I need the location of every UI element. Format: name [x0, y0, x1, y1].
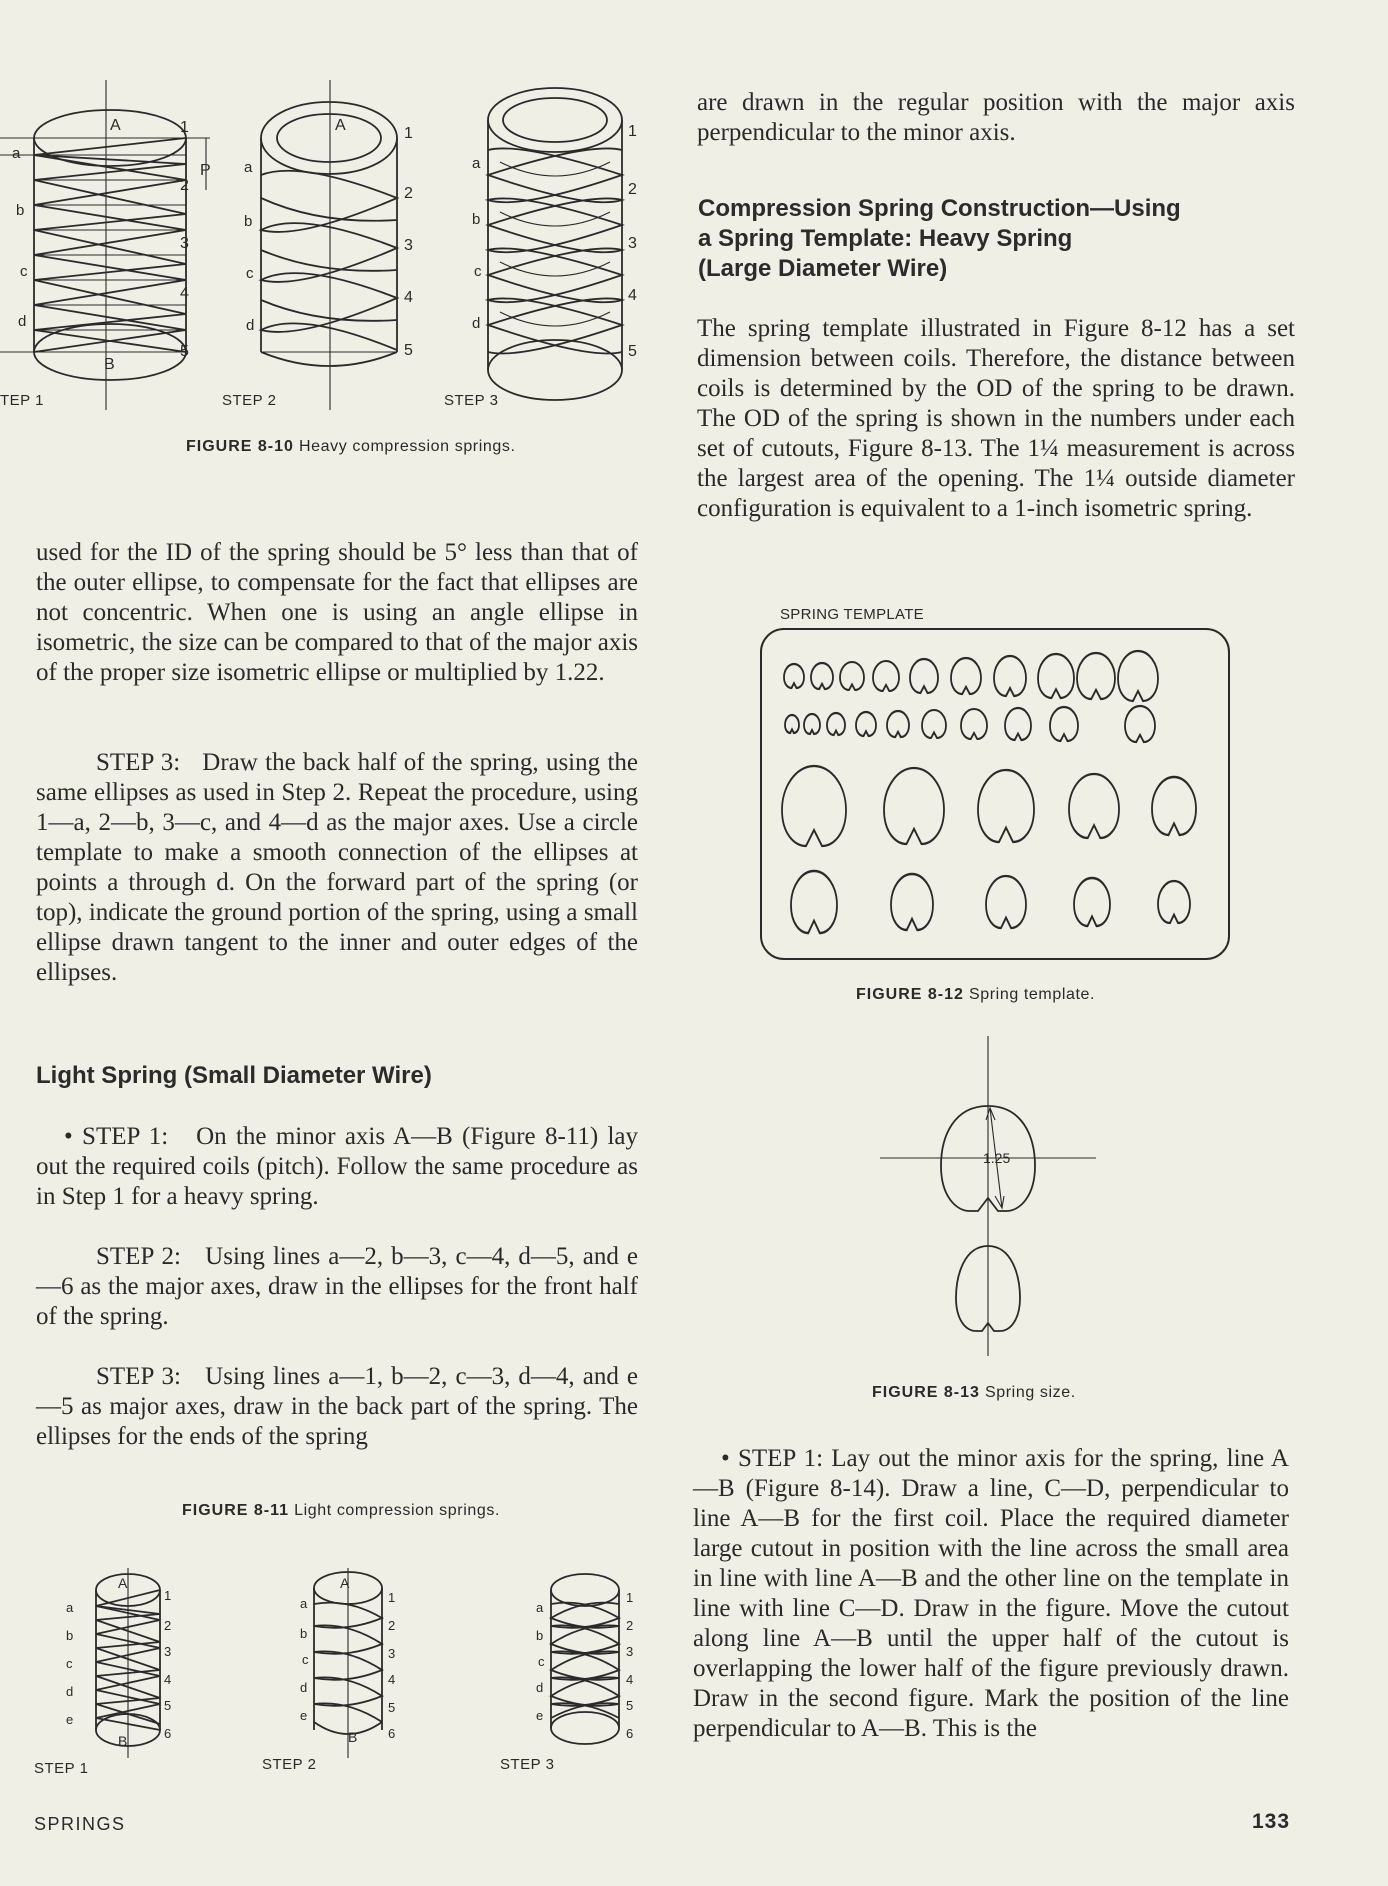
step-text: Using lines a—1, b—2, c—3, d—4, and e—5 as major axes, draw in the back part of the spring. The ellipses for the ends of the spring: [36, 1363, 638, 1450]
svg-text:d: d: [536, 1680, 544, 1695]
page-number: 133: [1252, 1810, 1291, 1833]
template-cutout: [922, 710, 946, 738]
svg-text:3: 3: [164, 1644, 172, 1659]
figure-8-10-caption: [186, 436, 516, 457]
figure-number: FIGURE 8-13: [872, 1384, 980, 1401]
template-cutout: [1077, 653, 1115, 699]
svg-text:5: 5: [628, 343, 637, 360]
light-step2-para: [36, 1242, 638, 1332]
svg-text:5: 5: [180, 343, 189, 360]
svg-text:1: 1: [388, 1590, 396, 1605]
template-cutout: [785, 715, 799, 733]
step-lead: STEP 3:: [96, 1363, 181, 1390]
svg-text:e: e: [300, 1708, 308, 1723]
svg-text:b: b: [536, 1628, 544, 1643]
step-text: On the minor axis A—B (Figure 8-11) lay out the required coils (pitch). Follow the same procedure as in Step 1 for a heavy spring.: [36, 1123, 639, 1210]
svg-text:4: 4: [626, 1672, 634, 1687]
template-cutout: [891, 874, 933, 930]
svg-text:e: e: [536, 1708, 544, 1723]
svg-text:1: 1: [628, 123, 637, 140]
template-cutout: [1125, 706, 1155, 742]
svg-text:a: a: [244, 159, 253, 176]
template-cutout: [784, 664, 804, 688]
spring-size-dimension: 1.25: [983, 1150, 1011, 1166]
template-cutout: [1050, 707, 1078, 741]
svg-text:B: B: [348, 1729, 358, 1745]
step-lead: STEP 3:: [96, 749, 181, 776]
svg-text:3: 3: [180, 235, 189, 252]
heavy-spring-step1: [0, 80, 211, 410]
template-cutout: [1069, 774, 1119, 838]
svg-text:c: c: [20, 263, 28, 280]
svg-text:b: b: [244, 213, 253, 230]
figure-number: FIGURE 8-11: [182, 1502, 290, 1519]
svg-text:2: 2: [388, 1618, 396, 1633]
svg-text:6: 6: [164, 1726, 172, 1741]
svg-text:4: 4: [180, 285, 189, 302]
figure-caption-text: Light compression springs.: [294, 1502, 500, 1519]
svg-text:5: 5: [388, 1700, 396, 1715]
template-cutout: [840, 662, 864, 690]
figure-caption-text: Heavy compression springs.: [298, 438, 516, 455]
svg-text:b: b: [66, 1628, 74, 1643]
template-cutout: [1158, 881, 1190, 923]
svg-text:A: A: [340, 1575, 350, 1591]
svg-text:d: d: [18, 313, 27, 330]
light-spring-heading: Light Spring (Small Diameter Wire): [36, 1062, 432, 1089]
svg-text:4: 4: [404, 289, 413, 306]
figure-8-13-caption: [872, 1382, 1232, 1403]
svg-text:6: 6: [626, 1726, 634, 1741]
svg-text:c: c: [538, 1654, 545, 1669]
template-cutout: [910, 659, 938, 693]
left-para-id-ellipse: used for the ID of the spring should be 5° less than that of the outer ellipse, to compensate for the fact that ellipses are not concentric. When one is using an angle ellipse in isometric, the size can be compared to that of the major axis of the proper size isometric ellipse or multiplied by 1.22.: [36, 539, 638, 686]
svg-text:2: 2: [164, 1618, 172, 1633]
figure-number: FIGURE 8-12: [856, 986, 964, 1003]
svg-text:3: 3: [404, 237, 413, 254]
svg-text:c: c: [66, 1656, 73, 1671]
svg-text:2: 2: [404, 185, 413, 202]
svg-text:b: b: [472, 211, 481, 228]
template-cutout: [827, 713, 845, 735]
svg-text:5: 5: [404, 342, 413, 359]
svg-text:d: d: [66, 1684, 74, 1699]
svg-text:a: a: [300, 1596, 308, 1611]
svg-text:a: a: [12, 145, 21, 162]
svg-text:2: 2: [628, 181, 637, 198]
right-step1-para: • STEP 1: Lay out the minor axis for the spring, line A—B (Figure 8-14). Draw a line, C—D, perpendicular to line A—B for the first coil. Place the required diameter large cutout in position with the line across the small area in line with line A—B and the other line on the template in line with line C—D. Draw in the figure. Move the cutout along line A—B until the upper half of the cutout is overlapping the lower half of the figure previously drawn. Draw in the second figure. Mark the position of the line perpendicular to A—B. This is the: [693, 1445, 1289, 1742]
spring-template-cutouts: [770, 636, 1220, 952]
svg-text:c: c: [302, 1652, 309, 1667]
template-cutout: [1005, 708, 1031, 740]
light-step1-para: [36, 1122, 638, 1212]
template-cutout: [782, 766, 846, 846]
svg-text:B: B: [118, 1733, 128, 1749]
spring-template-title: SPRING TEMPLATE: [780, 606, 924, 623]
svg-text:A: A: [335, 117, 346, 134]
svg-text:3: 3: [626, 1644, 634, 1659]
figure-8-12-caption: [856, 984, 1216, 1005]
fig-8-11-step1-label: STEP 1: [34, 1760, 89, 1777]
step-text: Draw the back half of the spring, using the same ellipses as used in Step 2. Repeat the procedure, using 1—a, 2—b, 3—c, and 4—d as the major axes. Use a circle template to make a smooth connection of the ellipses at points a through d. On the forward part of the spring (or top), indicate the ground portion of the spring, using a small ellipse drawn tangent to the inner and outer edges of the ellipses.: [36, 749, 639, 986]
template-cutout: [887, 711, 909, 737]
template-para: The spring template illustrated in Figure 8-12 has a set dimension between coils. Therefore, the distance between coils is determined by the OD of the spring to be drawn. The OD of the spring is shown in the numbers under each set of cutouts, Figure 8-13. The 1¼ measurement is across the largest area of the opening. The 1¼ outside diameter configuration is equivalent to a 1-inch isometric spring.: [697, 315, 1295, 522]
light-step3-para: [36, 1362, 638, 1452]
right-intro-para: are drawn in the regular position with the major axis perpendicular to the minor axis.: [697, 89, 1295, 146]
svg-text:B: B: [104, 356, 115, 373]
figure-8-11-caption: [182, 1500, 512, 1521]
heavy-spring-step3: [472, 88, 637, 400]
fig-8-11-step2-label: STEP 2: [262, 1756, 317, 1773]
figure-caption-text: Spring template.: [968, 986, 1096, 1003]
template-cutout: [856, 712, 876, 736]
svg-text:A: A: [118, 1575, 128, 1591]
template-cutout: [873, 661, 899, 691]
svg-text:4: 4: [628, 287, 637, 304]
template-cutout: [884, 768, 944, 844]
figure-8-13-drawing: [870, 1036, 1110, 1362]
svg-text:1: 1: [626, 1590, 634, 1605]
svg-text:b: b: [300, 1626, 308, 1641]
svg-text:3: 3: [628, 235, 637, 252]
svg-text:4: 4: [164, 1672, 172, 1687]
svg-text:a: a: [66, 1600, 74, 1615]
template-cutout: [791, 871, 837, 933]
svg-text:5: 5: [164, 1698, 172, 1713]
light-spring-step1: [66, 1568, 171, 1758]
fig-8-10-step1-label: TEP 1: [0, 392, 44, 409]
template-cutout: [1038, 654, 1074, 698]
svg-text:e: e: [66, 1712, 74, 1727]
fig-8-10-step2-label: STEP 2: [222, 392, 277, 409]
template-cutout: [994, 656, 1026, 696]
svg-text:d: d: [300, 1680, 308, 1695]
svg-text:5: 5: [626, 1698, 634, 1713]
light-spring-step2: [300, 1568, 395, 1758]
svg-text:2: 2: [180, 177, 189, 194]
svg-text:4: 4: [388, 1672, 396, 1687]
template-cutout: [951, 658, 981, 694]
light-spring-step3: [536, 1574, 633, 1744]
svg-text:1: 1: [164, 1588, 172, 1603]
template-cutout: [1074, 878, 1110, 926]
step-lead: • STEP 1:: [64, 1123, 169, 1150]
figure-8-10-drawing: [0, 80, 650, 420]
fig-8-10-step3-label: STEP 3: [444, 392, 499, 409]
running-footer-section: SPRINGS: [34, 1814, 126, 1834]
figure-8-11-drawing: [30, 1568, 650, 1768]
figure-caption-text: Spring size.: [984, 1384, 1076, 1401]
heavy-spring-step2: [244, 80, 413, 410]
fig-8-11-step3-label: STEP 3: [500, 1756, 555, 1773]
template-cutout: [811, 663, 833, 689]
left-para-step3: [36, 748, 638, 988]
figure-number: FIGURE 8-10: [186, 438, 294, 455]
svg-text:a: a: [472, 155, 481, 172]
svg-text:a: a: [536, 1600, 544, 1615]
svg-text:1: 1: [404, 125, 413, 142]
template-cutout: [804, 714, 820, 734]
svg-text:d: d: [472, 315, 481, 332]
template-cutout: [1152, 777, 1196, 835]
svg-text:b: b: [16, 202, 25, 219]
svg-text:A: A: [110, 117, 121, 134]
svg-text:c: c: [246, 265, 254, 282]
svg-text:3: 3: [388, 1646, 396, 1661]
svg-text:6: 6: [388, 1726, 396, 1741]
template-heading: Compression Spring Construction—Using a Spring Template: Heavy Spring (Large Diameter Wire): [698, 195, 1181, 282]
svg-text:c: c: [474, 263, 482, 280]
template-cutout: [961, 709, 987, 739]
svg-text:1: 1: [180, 119, 189, 136]
template-cutout: [1118, 651, 1158, 701]
svg-text:d: d: [246, 317, 255, 334]
template-cutout: [978, 770, 1034, 842]
step-text: Using lines a—2, b—3, c—4, d—5, and e—6 as the major axes, draw in the ellipses for the front half of the spring.: [36, 1243, 638, 1330]
svg-text:P: P: [200, 162, 211, 179]
svg-text:2: 2: [626, 1618, 634, 1633]
template-cutout: [986, 876, 1026, 928]
step-lead: STEP 2:: [96, 1243, 181, 1270]
